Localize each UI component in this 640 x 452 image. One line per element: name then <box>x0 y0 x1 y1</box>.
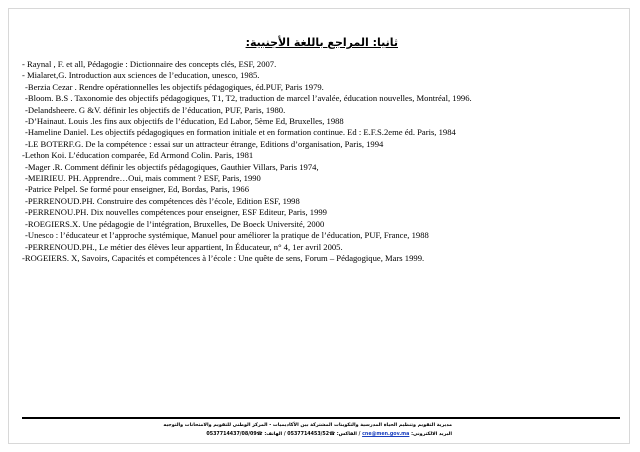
email-label: البريد الالكتروني: <box>411 432 452 437</box>
reference-item: -Bloom. B.S . Taxonomie des objectifs pédagogiques, T1, T2, traduction de marcel l’avalée, éducation nouvelles, Montréal, 1996. <box>25 93 472 104</box>
reference-item: -Mager .R. Comment définir les objectifs pédagogiques, Gauthier Villars, Paris 1974, <box>25 161 319 172</box>
reference-item: -D’Hainaut. Louis .les fins aux objectifs de l’éducation, Ed Labor, 5ème Ed, Bruxelles, 1988 <box>25 116 344 127</box>
footer-organization: مديرية التقويم وتنظيم الحياة المدرسية والتكوينات المشتركة بين الأكاديميات - المركز الوطني للتقويم والامتحانات والتوجيه <box>163 423 452 428</box>
reference-item: -Hameline Daniel. Les objectifs pédagogiques en formation initiale et en formation continue. Ed : E.F.S.2eme éd. Paris, 1984 <box>25 127 456 138</box>
reference-item: -Lethon Koi. L’éducation comparée, Ed Armond Colin. Paris, 1981 <box>22 150 254 161</box>
reference-item: -PERRENOUD.PH. Construire des compétences dès l’école, Edition ESF, 1998 <box>25 195 300 206</box>
footer-divider <box>22 417 620 419</box>
fax-label: الفاكس: <box>336 432 357 437</box>
phone-icon: ☎ <box>329 432 336 437</box>
reference-item: -LE BOTERF.G. De la compétence : essai sur un attracteur étrange, Editions d’organisation, Paris, 1994 <box>25 138 384 149</box>
reference-item: -ROEGIERS.X. Une pédagogie de l’intégration, Bruxelles, De Boeck Université, 2000 <box>25 218 325 229</box>
reference-item: - Mialaret,G. Introduction aux sciences de l’education, unesco, 1985. <box>22 70 260 81</box>
phone-icon: ☎ <box>256 432 263 437</box>
phone-label: الهاتف: <box>264 432 283 437</box>
reference-item: -Unesco : l’éducateur et l’approche systémique, Manuel pour améliorer la pratique de l’éducation, PUF, France, 1988 <box>25 230 429 241</box>
reference-item: -ROGEIERS. X, Savoirs, Capacités et compétences à l’école : Une quête de sens, Forum – Pédagogique, Mars 1999. <box>22 252 425 263</box>
fax-number: 0537714453/52 <box>287 432 330 437</box>
reference-item: -PERRENOU.PH. Dix nouvelles compétences pour enseigner, ESF Editeur, Paris, 1999 <box>25 207 327 218</box>
reference-item: -Delandsheere. G &V. définir les objectifs de l’éducation, PUF, Paris, 1980. <box>25 104 286 115</box>
reference-item: -Berzia Cezar . Rendre opérationnelles les objectifs pédagogiques, éd.PUF, Paris 1979. <box>25 81 324 92</box>
reference-item: -MEIRIEU. PH. Apprendre…Oui, mais comment ? ESF, Paris, 1990 <box>25 173 261 184</box>
page-footer <box>163 421 452 439</box>
email-link[interactable]: cne@men.gov.ma <box>362 432 410 437</box>
phone-number: 0537714437/08/09 <box>206 432 257 437</box>
reference-item: -Patrice Pelpel. Se formé pour enseigner, Ed, Bordas, Paris, 1966 <box>25 184 249 195</box>
reference-item: -PERRENOUD.PH., Le métier des élèves leur appartient, In Éducateur, n° 4, 1er avril 2005. <box>25 241 343 252</box>
footer-contact: البريد الالكتروني: cne@men.gov.ma / الفاكس: ☎0537714453/52 / الهاتف: ☎0537714437/08/09 <box>206 432 452 437</box>
reference-list <box>22 59 622 264</box>
reference-item: - Raynal , F. et all, Pédagogie : Dictionnaire des concepts clés, ESF, 2007. <box>22 59 277 69</box>
section-heading: ثانيا: المراجع باللغة الأجنبية: <box>245 36 398 49</box>
